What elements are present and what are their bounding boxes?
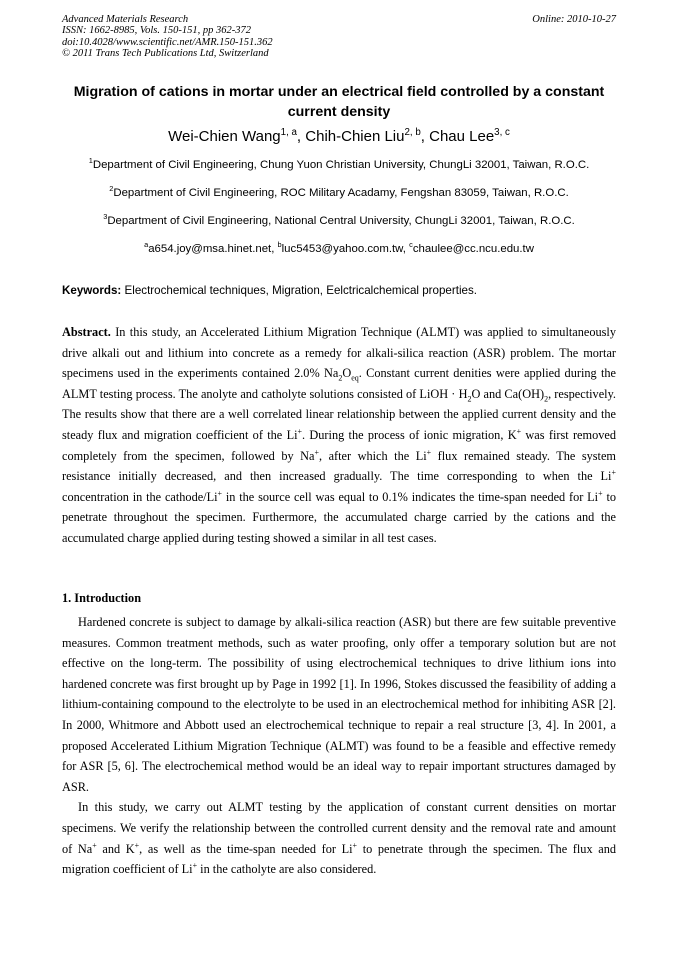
email-superscript: c [409,240,413,250]
affiliation-1 [40,158,638,172]
author-name: Chau Lee [429,128,495,145]
journal-issn: ISSN: 1662-8985, Vols. 150-151, pp 362-372 [62,25,251,37]
superscript: + [352,840,358,850]
introduction-paragraph-1: Hardened concrete is subject to damage by alkali-silica reaction (ASR) but there are few suitable preventive measures. Common treatment methods, such as water proofing, only offer a temporary solution but are not effective on the long-term. The possibility of using electrochemical techniques to drive lithium ions into hardened concrete was first brought up by Page in 1992 [1]. In 1996, Stokes discussed the feasibility of adding a lithium-containing compound to the electrolyte to be used in an electrochemical method for inhibiting ASR [2]. In 2000, Whitmore and Abbott used an electrochemical technique to repair a real structure [3, 4]. In 2001, a proposed Accelerated Lithium Migration Technique (ALMT) was found to be a feasible and effective remedy for ASR [5, 6]. The electrochemical method would be an ideal way to repair important structures damaged by ASR. [62,615,616,794]
abstract-text: concentration in the cathode/Li [62,489,218,504]
affiliation-text: Department of Civil Engineering, National Central University, ChungLi 32001, Taiwan, R.O.C. [107,215,575,227]
affiliation-number: 1 [88,156,93,166]
abstract-text: was first removed completely from the specimen, followed by Na [62,427,616,463]
keywords-text: Electrochemical techniques, Migration, Eelctricalchemical properties. [124,284,477,297]
subscript: 2 [338,373,343,383]
abstract-text: O and Ca(OH) [471,386,545,401]
subscript: eq [351,373,359,383]
superscript: + [314,447,319,457]
paragraph-text: to penetrate through the specimen. The flux and migration coefficient of Li [62,841,616,877]
superscript: + [297,426,303,436]
introduction-paragraph-2 [62,797,616,879]
paragraph-text: , as well as the time-span needed for Li [139,841,353,856]
journal-doi[interactable]: doi:10.4028/www.scientific.net/AMR.150-151.362 [62,36,273,48]
affiliation-3 [40,214,638,228]
abstract-text: In this study, an Accelerated Lithium Migration Technique (ALMT) was applied to simultaneously drive alkali out and lithium into concrete as a remedy for alkali-silica reaction (ASR) problem. The mortar specimens used in the experiments contained 2.0% Na [62,325,616,381]
section-heading-introduction: 1. Introduction [62,591,142,605]
affiliation-number: 2 [109,184,114,194]
paragraph-text: In this study, we carry out ALMT testing by the application of constant current densities on mortar specimens. We verify the relationship between the controlled current density and the removal rate and amount of Na [62,800,616,856]
abstract-text: , after which the Li [319,448,427,463]
subscript: 2 [544,394,549,404]
paragraph-text: in the catholyte are also considered. [197,862,377,877]
author-separator: , [296,128,306,145]
subscript: 2 [467,394,472,404]
abstract-text: , respectively. The results show that there are a well correlated linear relationship between the applied current density and the steady flux and migration coefficient of the Li [62,386,616,442]
abstract-text: flux remained steady. The system resistance initially decreased, and then increased gradually. The time corresponding to when the Li [62,448,616,484]
paragraph-text: and K [96,841,135,856]
abstract-text: in the source cell was equal to 0.1% indicates the time-span needed for Li [222,489,599,504]
author-separator: , [420,128,430,145]
email-link[interactable]: chaulee@cc.ncu.edu.tw [412,243,534,255]
email-line [40,242,638,256]
affiliation-2 [40,186,638,200]
introduction-section [62,612,616,880]
journal-name: Advanced Materials Research [62,14,189,25]
author-list [62,128,616,146]
superscript: + [611,468,616,478]
email-link[interactable]: luc5453@yahoo.com.tw, [281,243,410,255]
email-link[interactable]: a654.joy@msa.hinet.net, [148,243,278,255]
abstract-text: . Constant current denities were applied during the ALMT testing process. The anolyte and catholyte solutions consisted of LiOH · H [62,366,616,401]
email-superscript: a [144,240,149,250]
superscript: + [426,447,432,457]
abstract-label: Abstract. [62,325,111,339]
affiliation-text: Department of Civil Engineering, Chung Yuon Christian University, ChungLi 32001, Taiwan, R.O.C. [92,159,590,171]
superscript: + [217,488,223,498]
author-name: Chih-Chien Liu [305,128,405,145]
affiliation-text: Department of Civil Engineering, ROC Military Acadamy, Fengshan 83059, Taiwan, R.O.C. [113,187,569,199]
abstract-text: to penetrate throughout the specimen. Furthermore, the accumulated charge carried by the cations and the accumulated charge applied during testing showed a similar in all test cases. [62,489,617,545]
superscript: + [598,488,603,498]
journal-copyright: © 2011 Trans Tech Publications Ltd, Switzerland [62,48,269,60]
superscript: + [92,840,97,850]
keywords-label: Keywords: [62,284,122,297]
superscript: + [134,840,140,850]
author-superscript: 2, b [404,127,421,138]
paper-title: Migration of cations in mortar under an electrical field controlled by a constant current density [73,84,605,120]
abstract-paragraph: Abstract. In this study, an Accelerated Lithium Migration Technique (ALMT) was applied to simultaneously drive alkali out and lithium into concrete as a remedy for alkali-silica reaction (ASR) problem. The mortar specimens used in the experiments contained 2.0% $Na_2O_{eq}$. Constant current denities were applied during the ALMT testing process. The anolyte and catholyte solutions consisted of LiOH · $H_2O$ and $Ca(OH)_2$, respectively. The results show that there are a well correlated linear relationship between the applied current density and the steady flux and migration coefficient of the Li+. During the process of ionic migration, K+ was first removed completely from the specimen, followed by Na+, after which the Li+ flux remained steady. The system resistance initially decreased, and then increased gradually. The time corresponding to when the Li+ concentration in the cathode/Li+ in the source cell was equal to 0.1% indicates the time-span needed for Li+ to penetrate throughout the specimen. Furthermore, the accumulated charge carried by the cations and the accumulated charge applied during testing showed a similar in all test cases. [62,325,617,545]
superscript: + [192,861,198,871]
superscript: + [516,426,522,436]
email-superscript: b [277,240,282,250]
journal-header [62,14,616,60]
affiliation-number: 3 [103,212,108,222]
author-superscript: 3, c [494,127,510,138]
online-date: Online: 2010-10-27 [532,14,616,25]
author-name: Wei-Chien Wang [168,128,281,145]
abstract-text: . During the process of ionic migration, K [302,427,517,442]
keywords-line [62,284,616,298]
author-superscript: 1, a [280,127,297,138]
